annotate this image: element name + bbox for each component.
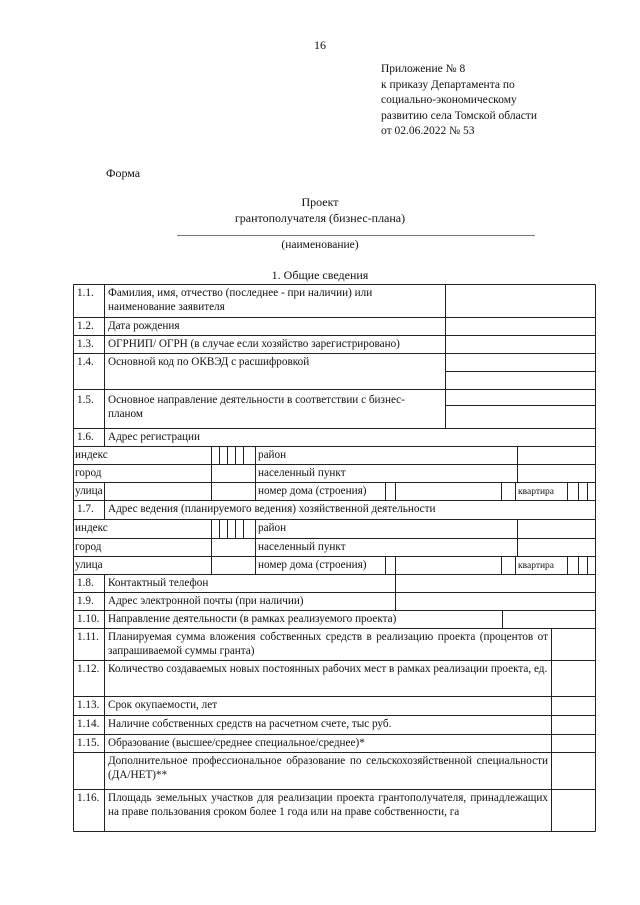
row-number: 1.5. <box>77 394 94 406</box>
address-index-label: индекс <box>75 522 108 534</box>
row-number: 1.9. <box>77 595 94 607</box>
row-number: 1.7. <box>77 503 94 515</box>
row-number: 1.10. <box>77 613 100 625</box>
row-label: Срок окупаемости, лет <box>108 699 218 711</box>
row-label: Направление деятельности (в рамках реализуемого проекта) <box>108 613 397 625</box>
row-label: Фамилия, имя, отчество (последнее - при наличии) или наименование заявителя <box>108 287 373 313</box>
title-line-2: грантополучателя (бизнес-плана) <box>234 211 406 225</box>
row-label: Адрес регистрации <box>108 431 201 443</box>
address-settlement-label: населенный пункт <box>258 467 346 479</box>
row-label: ОГРНИП/ ОГРН (в случае если хозяйство зарегистрировано) <box>108 338 400 350</box>
row-label: Основное направление деятельности в соответствии с бизнес-планом <box>108 394 405 420</box>
page-number: 16 <box>314 38 326 52</box>
address-index-label: индекс <box>75 449 108 461</box>
address-apartment-label: квартира <box>518 561 555 571</box>
row-label: Контактный телефон <box>108 577 209 589</box>
appendix-line: социально-экономическому <box>381 94 517 106</box>
row-label: Планируемая сумма вложения собственных средств в реализацию проекта (процентов от запрашиваемой суммы гранта) <box>108 631 548 657</box>
row-number: 1.2. <box>77 320 94 332</box>
name-caption: (наименование) <box>281 239 359 251</box>
appendix-line: от 02.06.2022 № 53 <box>381 125 475 137</box>
address-apartment-label: квартира <box>518 487 555 497</box>
address-house-label: номер дома (строения) <box>258 559 367 571</box>
address-street-label: улица <box>75 485 103 497</box>
row-number: 1.13. <box>77 699 100 711</box>
row-number: 1.16. <box>77 792 100 804</box>
address-house-label: номер дома (строения) <box>258 485 367 497</box>
title-line-1: Проект <box>301 195 339 209</box>
row-label: Наличие собственных средств на расчетном счете, тыс руб. <box>108 718 392 730</box>
row-number: 1.8. <box>77 577 94 589</box>
row-number: 1.3. <box>77 338 94 350</box>
row-number: 1.12. <box>77 663 100 675</box>
row-number: 1.1. <box>77 287 94 299</box>
row-number: 1.6. <box>77 431 94 443</box>
address-district-label: район <box>258 449 287 461</box>
address-street-label: улица <box>75 559 103 571</box>
row-label: Площадь земельных участков для реализации проекта грантополучателя, принадлежащих на праве пользования сроком более 1 года или на праве собственности, га <box>108 792 548 818</box>
appendix-line: к приказу Департамента по <box>381 78 515 91</box>
general-info-table <box>73 284 596 832</box>
row-number: 1.4. <box>77 356 94 368</box>
address-settlement-label: населенный пункт <box>258 541 346 553</box>
name-underline[interactable] <box>177 235 535 236</box>
row-label-secondary: Дополнительное профессиональное образование по сельскохозяйственной специальности (ДА/НЕТ)** <box>108 755 548 781</box>
row-label: Дата рождения <box>108 320 180 332</box>
row-label: Количество создаваемых новых постоянных рабочих мест в рамках реализации проекта, ед. <box>108 663 548 675</box>
row-label: Адрес ведения (планируемого ведения) хозяйственной деятельности <box>108 503 436 515</box>
row-label: Адрес электронной почты (при наличии) <box>108 595 304 607</box>
row-label: Основной код по ОКВЭД с расшифровкой <box>108 356 310 368</box>
row-number: 1.14. <box>77 718 100 730</box>
address-district-label: район <box>258 522 287 534</box>
row-number: 1.11. <box>77 631 99 643</box>
appendix-block <box>381 62 601 140</box>
row-number: 1.15. <box>77 737 100 749</box>
row-label: Образование (высшее/среднее специальное/среднее)* <box>108 737 365 749</box>
appendix-line: Приложение № 8 <box>381 63 466 75</box>
form-label: Форма <box>106 166 141 180</box>
appendix-line: развитию села Томской области <box>381 109 537 122</box>
address-city-label: город <box>75 541 102 553</box>
section-heading: 1. Общие сведения <box>271 268 369 282</box>
address-city-label: город <box>75 467 102 479</box>
